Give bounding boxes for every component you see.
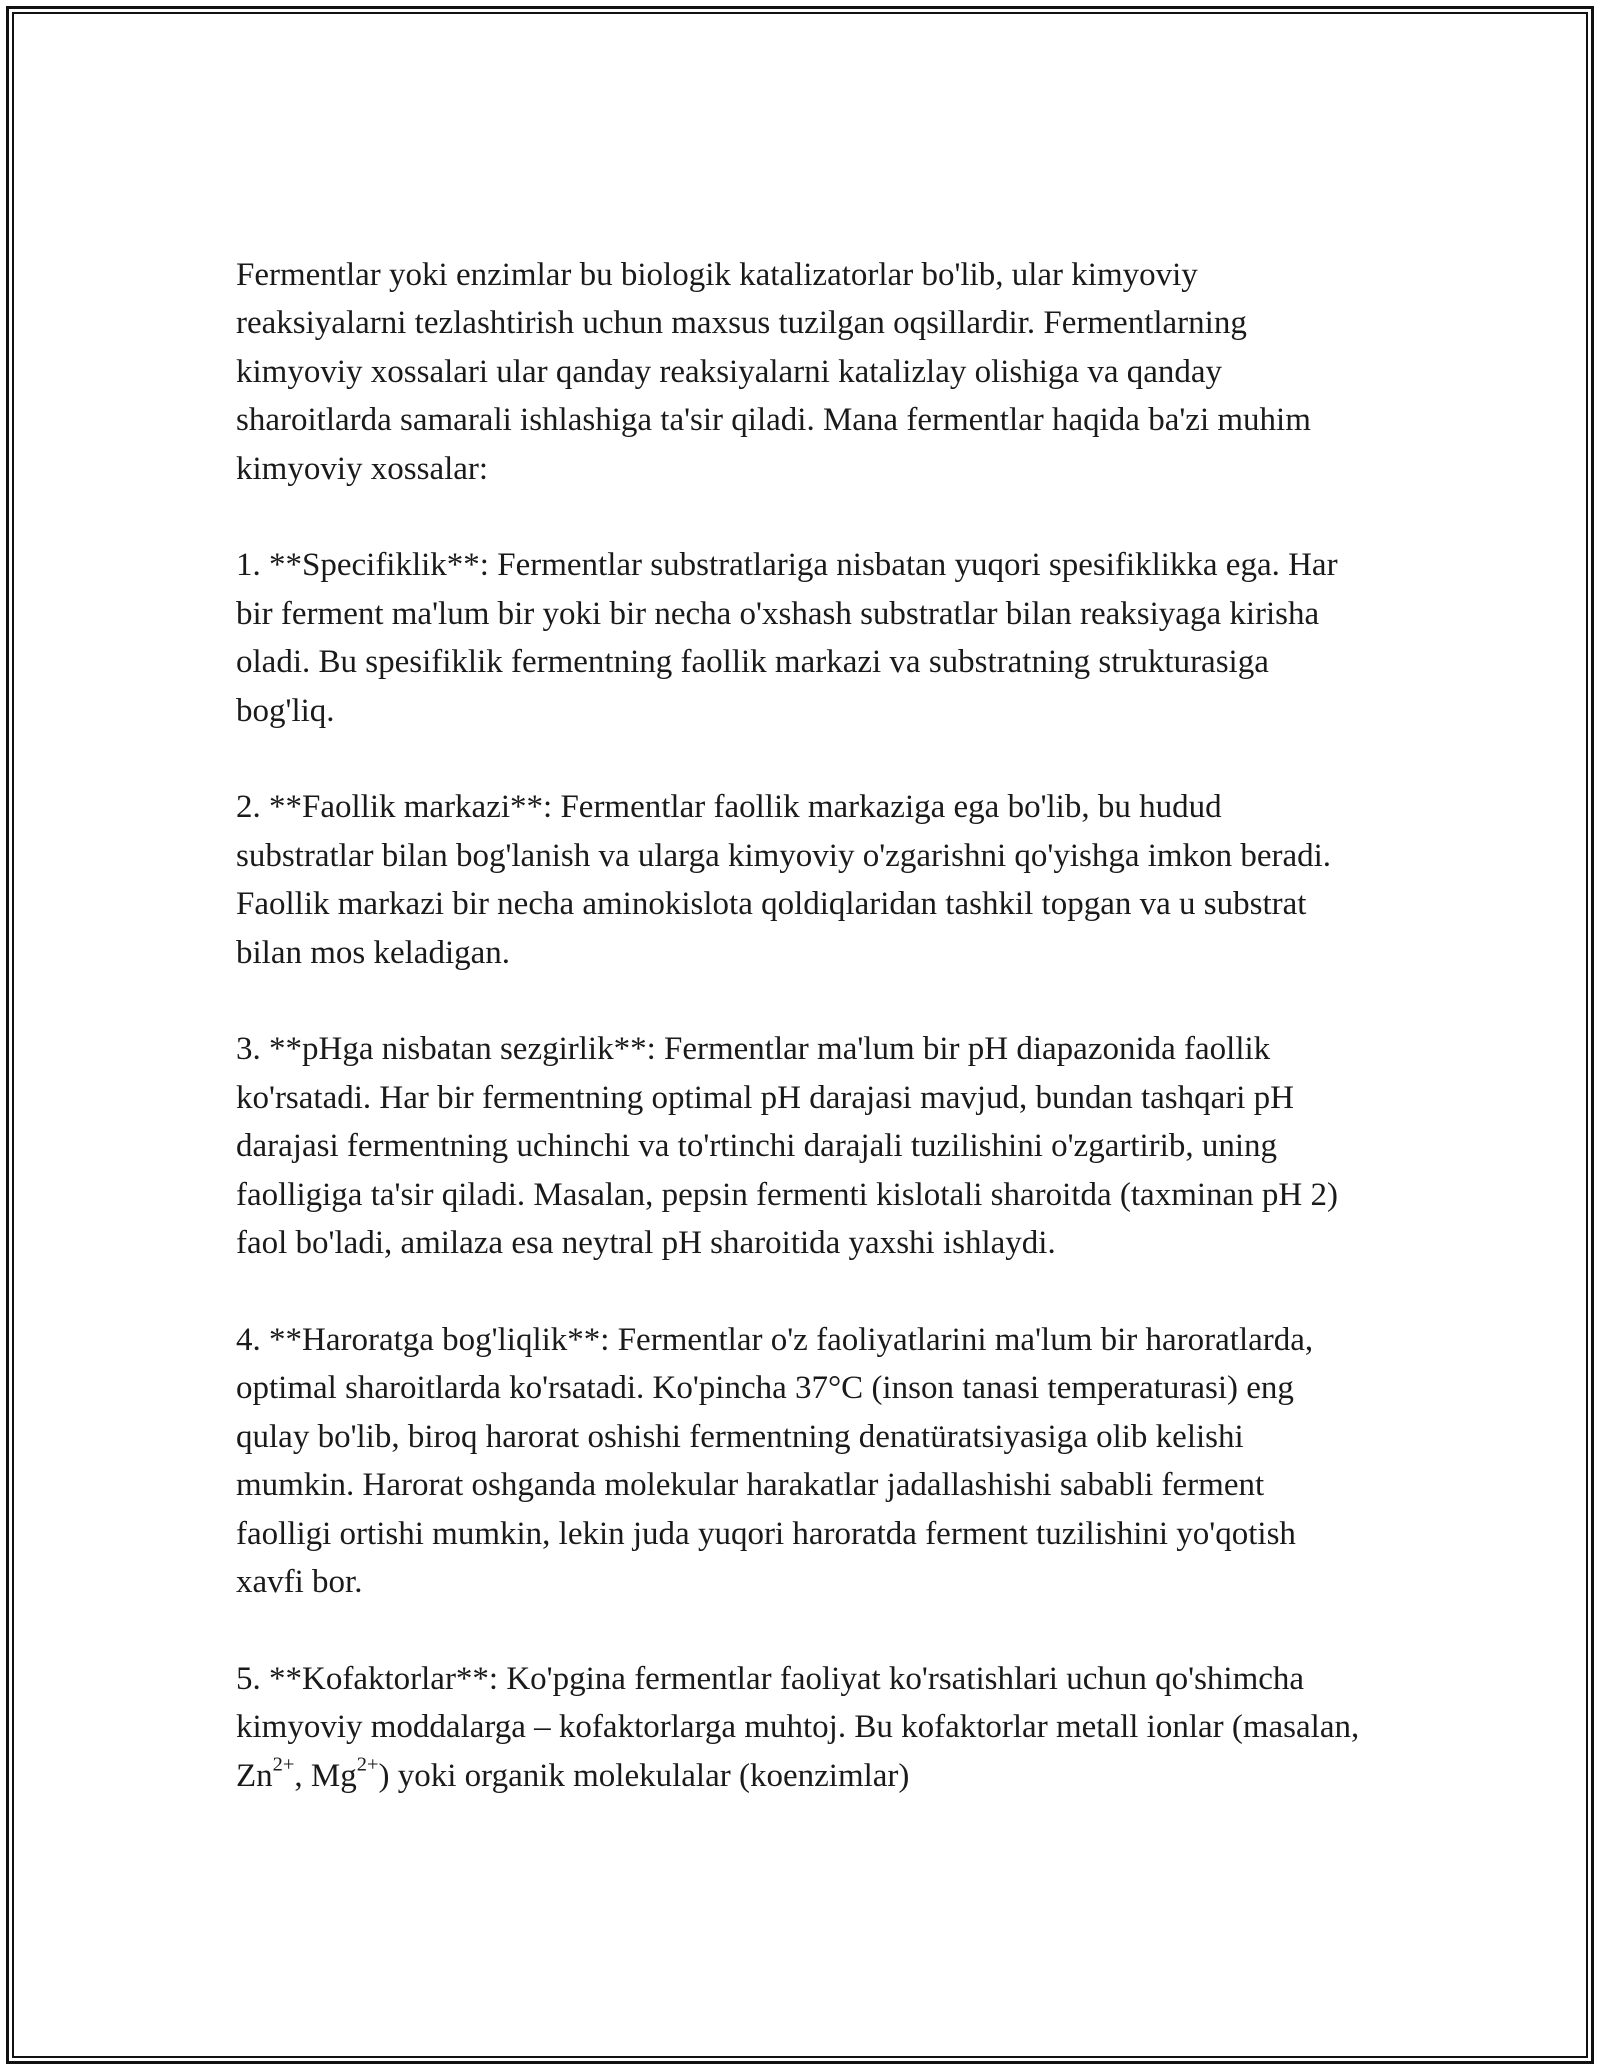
- intro-paragraph: Fermentlar yoki enzimlar bu biologik katalizatorlar bo'lib, ular kimyoviy reaksiyalarni tezlashtirish uchun maxsus tuzilgan oqsillardir. Fermentlarning kimyoviy xossalari ular qanday reaksiyalarni katalizlay olishiga va qanday sharoitlarda samarali ishlashiga ta'sir qiladi. Mana fermentlar haqida ba'zi muhim kimyoviy xossalar:: [236, 257, 1311, 487]
- point-1-specificity: 1. **Specifiklik**: Fermentlar substratlariga nisbatan yuqori spesifiklikka ega. Har bir ferment ma'lum bir yoki bir necha o'xshash substratlar bilan reaksiyaga kirisha oladi. Bu spesifiklik fermentning faollik markazi va substratning strukturasiga bog'liq.: [236, 547, 1338, 729]
- mg-charge-superscript: 2+: [356, 1753, 379, 1776]
- zn-charge-superscript: 2+: [272, 1753, 295, 1776]
- point-3-ph-sensitivity: 3. **pHga nisbatan sezgirlik**: Fermentlar ma'lum bir pH diapazonida faollik ko'rsatadi. Har bir fermentning optimal pH darajasi mavjud, bundan tashqari pH darajasi fermentning uchinchi va to'rtinchi darajali tuzilishini o'zgartirib, uning faolligiga ta'sir qiladi. Masalan, pepsin fermenti kislotali sharoitda (taxminan pH 2) faol bo'ladi, amilaza esa neytral pH sharoitida yaxshi ishlaydi.: [236, 1031, 1339, 1262]
- document-body: [236, 251, 1366, 1800]
- point-4-temperature-dependence: 4. **Haroratga bog'liqlik**: Fermentlar o'z faoliyatlarini ma'lum bir haroratlarda, optimal sharoitlarda ko'rsatadi. Ko'pincha 37°C (inson tanasi temperaturasi) eng qulay bo'lib, biroq harorat oshishi fermentning denatüratsiyasiga olib kelishi mumkin. Harorat oshganda molekular harakatlar jadallashishi sababli ferment faolligi ortishi mumkin, lekin juda yuqori haroratda ferment tuzilishini yo'qotish xavfi bor.: [236, 1321, 1314, 1600]
- cofactors-text-middle: , Mg: [294, 1757, 357, 1794]
- cofactors-text-start: 5. **Kofaktorlar**: Ko'pgina fermentlar faoliyat ko'rsatishlari uchun qo'shimcha kimyoviy moddalarga – kofaktorlarga muhtoj. Bu kofaktorlar metall ionlar (masalan, Zn: [236, 1660, 1360, 1794]
- point-5-cofactors: [236, 1655, 1366, 1800]
- point-2-active-site: 2. **Faollik markazi**: Fermentlar faollik markaziga ega bo'lib, bu hudud substratlar bilan bog'lanish va ularga kimyoviy o'zgarishni qo'yishga imkon beradi. Faollik markazi bir necha aminokislota qoldiqlaridan tashkil topgan va u substrat bilan mos keladigan.: [236, 789, 1332, 971]
- cofactors-text-end: ) yoki organik molekulalar (koenzimlar): [378, 1757, 910, 1794]
